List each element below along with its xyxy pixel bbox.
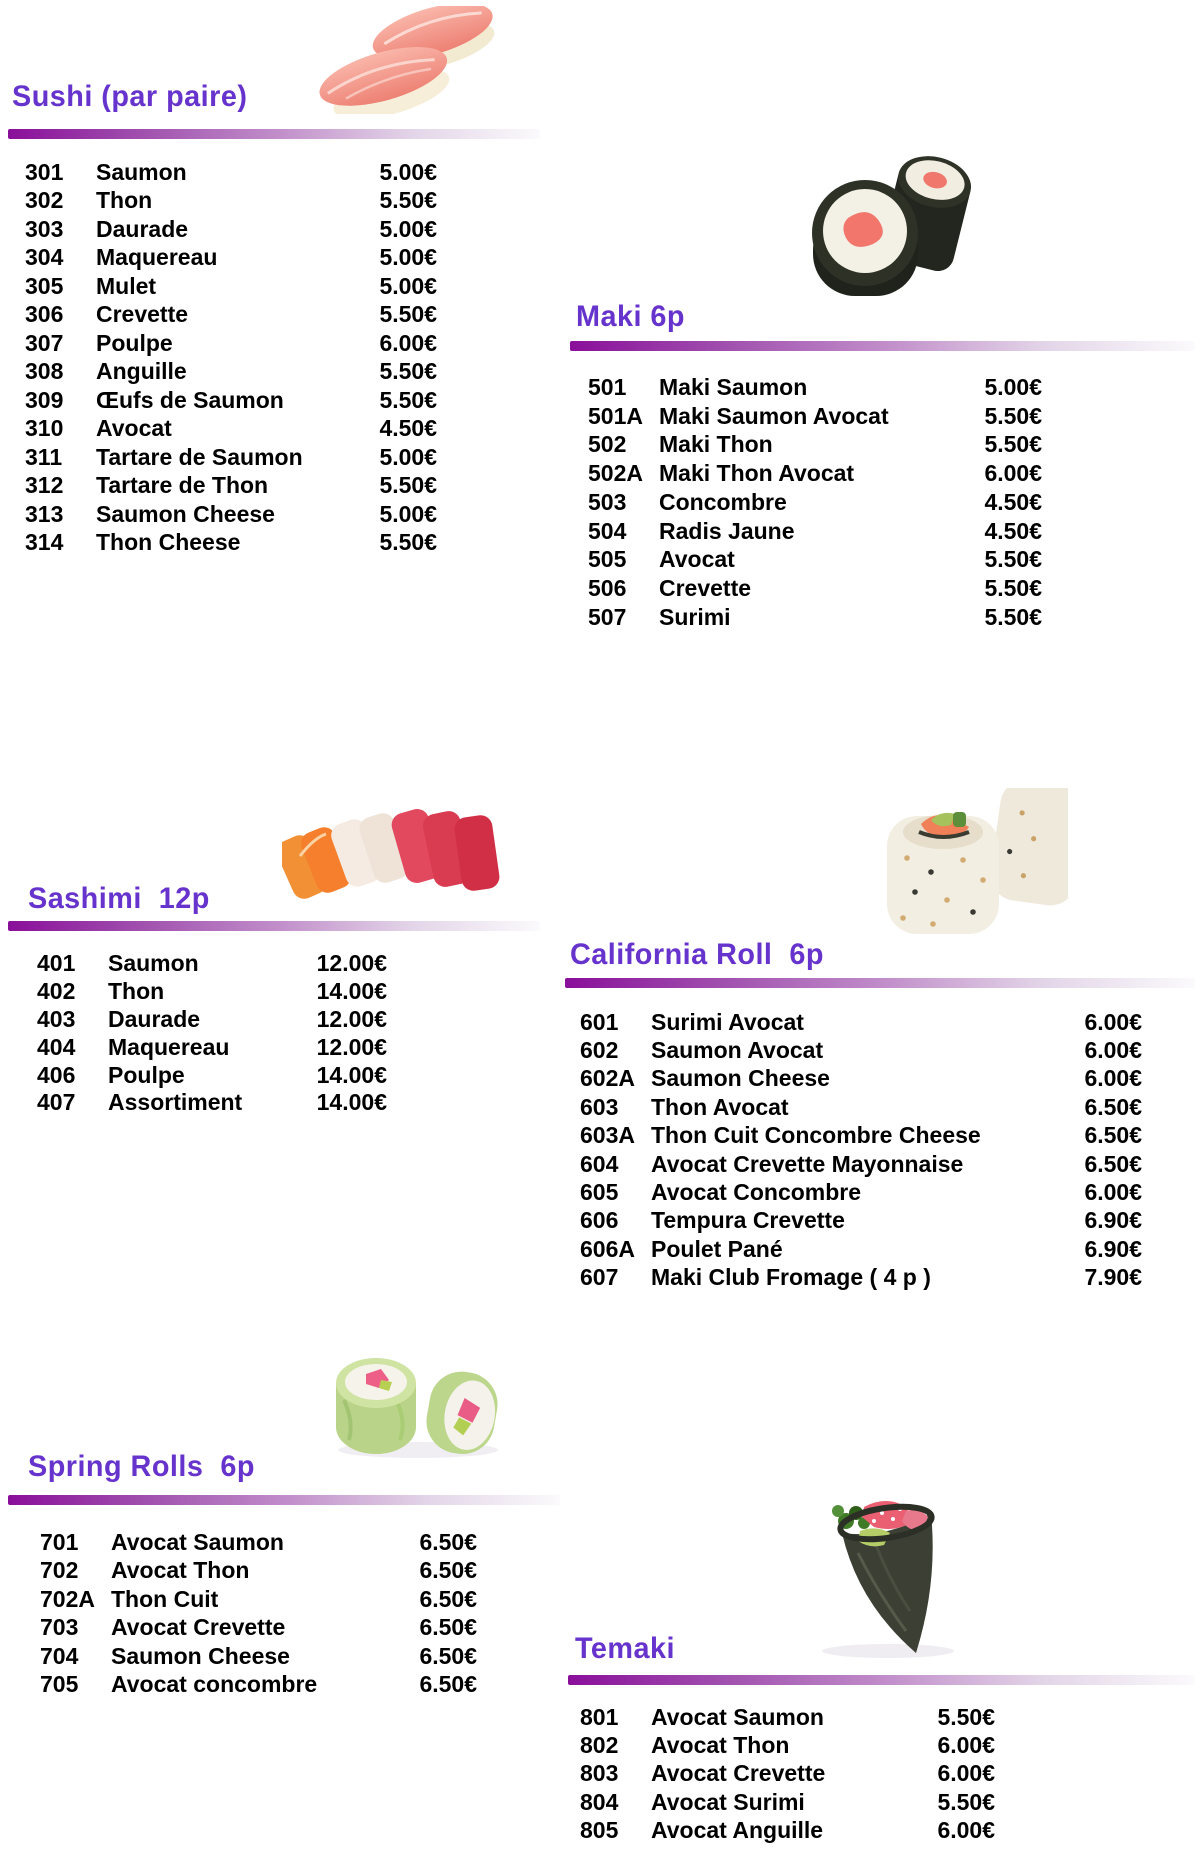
item-number: 602 — [580, 1037, 619, 1064]
item-price: 5.00€ — [379, 443, 437, 470]
item-name: Thon Cuit — [111, 1585, 219, 1612]
item-price: 12.00€ — [316, 1033, 387, 1060]
item-number: 702 — [40, 1557, 79, 1584]
menu-item-row — [588, 517, 1042, 546]
item-number: 602A — [580, 1065, 635, 1092]
item-price: 5.00€ — [379, 500, 437, 527]
item-name: Saumon Cheese — [651, 1065, 830, 1092]
item-number: 705 — [40, 1671, 79, 1698]
item-number: 506 — [588, 575, 627, 602]
item-price: 5.00€ — [379, 215, 437, 242]
item-name: Avocat Concombre — [651, 1179, 862, 1206]
item-number: 404 — [37, 1033, 76, 1060]
item-number: 311 — [25, 443, 63, 470]
item-number: 501 — [588, 373, 627, 400]
item-price: 5.50€ — [379, 386, 437, 413]
section-title-california-roll: California Roll 6p — [570, 938, 824, 971]
menu-item-row — [588, 402, 1042, 431]
item-number: 606A — [580, 1235, 635, 1262]
item-name: Avocat Saumon — [651, 1703, 824, 1730]
item-name: Avocat Thon — [651, 1731, 790, 1758]
item-name: Mulet — [96, 272, 157, 299]
item-name: Saumon Cheese — [96, 500, 275, 527]
item-number: 504 — [588, 517, 627, 544]
item-name: Maki Saumon — [659, 373, 808, 400]
item-price: 6.90€ — [1084, 1235, 1142, 1262]
menu-item-row — [25, 500, 437, 529]
item-number: 507 — [588, 603, 627, 630]
item-name: Maki Saumon Avocat — [659, 402, 889, 429]
item-name: Avocat — [659, 546, 735, 573]
section-underline-sushi — [8, 129, 540, 139]
menu-item-row — [25, 443, 437, 472]
menu-item-row — [580, 1178, 1142, 1206]
menu-item-row — [25, 215, 437, 244]
item-number: 403 — [37, 1005, 76, 1032]
item-name: Maki Thon — [659, 431, 773, 458]
item-price: 5.50€ — [379, 187, 437, 214]
menu-list-sashimi — [37, 950, 387, 1117]
section-title-spring-rolls: Spring Rolls 6p — [28, 1450, 255, 1483]
item-price: 6.50€ — [419, 1528, 477, 1555]
menu-item-row — [25, 158, 437, 187]
item-price: 5.50€ — [379, 529, 437, 556]
item-name: Surimi Avocat — [651, 1008, 804, 1035]
menu-item-row — [580, 1264, 1142, 1292]
menu-item-row — [588, 431, 1042, 460]
item-number: 803 — [580, 1760, 619, 1787]
menu-item-row — [25, 272, 437, 301]
item-name: Poulet Pané — [651, 1235, 783, 1262]
item-number: 802 — [580, 1731, 619, 1758]
menu-item-row — [40, 1671, 477, 1700]
menu-item-row — [37, 1033, 387, 1061]
item-number: 301 — [25, 158, 64, 185]
menu-item-row — [25, 386, 437, 415]
item-price: 6.00€ — [1084, 1008, 1142, 1035]
item-price: 6.00€ — [937, 1731, 995, 1758]
menu-item-row — [588, 459, 1042, 488]
section-title-sashimi: Sashimi 12p — [28, 882, 210, 915]
item-number: 305 — [25, 272, 64, 299]
item-number: 306 — [25, 301, 64, 328]
item-number: 701 — [40, 1528, 79, 1555]
item-price: 5.50€ — [379, 358, 437, 385]
section-title-sushi: Sushi (par paire) — [12, 80, 248, 113]
menu-list-spring-rolls — [40, 1528, 477, 1699]
item-name: Œufs de Saumon — [96, 386, 284, 413]
item-price: 5.00€ — [379, 272, 437, 299]
item-name: Daurade — [96, 215, 189, 242]
item-number: 607 — [580, 1264, 619, 1291]
item-price: 7.90€ — [1084, 1264, 1142, 1291]
item-number: 505 — [588, 546, 627, 573]
menu-item-row — [37, 1061, 387, 1089]
item-number: 606 — [580, 1207, 619, 1234]
item-price: 4.50€ — [379, 415, 437, 442]
item-name: Avocat concombre — [111, 1671, 318, 1698]
item-name: Poulpe — [108, 1061, 185, 1088]
menu-item-row — [25, 529, 437, 558]
item-name: Thon Cuit Concombre Cheese — [651, 1122, 981, 1149]
item-price: 5.50€ — [984, 546, 1042, 573]
item-price: 6.00€ — [1084, 1065, 1142, 1092]
item-price: 6.50€ — [1084, 1122, 1142, 1149]
menu-item-row — [588, 488, 1042, 517]
item-price: 5.00€ — [379, 244, 437, 271]
item-name: Maki Thon Avocat — [659, 460, 855, 487]
item-price: 6.00€ — [1084, 1037, 1142, 1064]
menu-list-maki — [588, 373, 1042, 632]
menu-item-row — [588, 373, 1042, 402]
item-name: Thon — [108, 978, 165, 1005]
item-price: 14.00€ — [316, 1061, 387, 1088]
item-number: 407 — [37, 1089, 76, 1116]
menu-list-temaki — [580, 1703, 995, 1844]
item-name: Saumon — [96, 158, 187, 185]
item-price: 12.00€ — [316, 1005, 387, 1032]
menu-item-row — [580, 1703, 995, 1731]
item-price: 6.50€ — [419, 1642, 477, 1669]
item-number: 406 — [37, 1061, 76, 1088]
item-name: Poulpe — [96, 329, 173, 356]
item-name: Tempura Crevette — [651, 1207, 845, 1234]
item-number: 502 — [588, 431, 627, 458]
menu-item-row — [580, 1760, 995, 1788]
menu-item-row — [40, 1585, 477, 1614]
menu-item-row — [40, 1614, 477, 1643]
item-number: 601 — [580, 1008, 619, 1035]
item-number: 801 — [580, 1703, 619, 1730]
item-number: 303 — [25, 215, 64, 242]
item-name: Daurade — [108, 1005, 201, 1032]
item-price: 14.00€ — [316, 1089, 387, 1116]
item-number: 501A — [588, 402, 643, 429]
item-name: Maquereau — [96, 244, 218, 271]
menu-item-row — [580, 1235, 1142, 1263]
item-name: Concombre — [659, 488, 787, 515]
item-name: Thon Cheese — [96, 529, 241, 556]
item-name: Thon — [96, 187, 153, 214]
item-price: 5.50€ — [937, 1788, 995, 1815]
spring-roll-photo — [328, 1338, 506, 1460]
item-price: 6.00€ — [379, 329, 437, 356]
item-name: Surimi — [659, 603, 731, 630]
menu-item-row — [588, 546, 1042, 575]
menu-item-row — [40, 1642, 477, 1671]
menu-item-row — [588, 574, 1042, 603]
item-number: 312 — [25, 472, 64, 499]
item-number: 308 — [25, 358, 64, 385]
item-number: 401 — [37, 950, 76, 977]
menu-item-row — [25, 187, 437, 216]
menu-item-row — [580, 1122, 1142, 1150]
menu-item-row — [37, 1006, 387, 1034]
item-number: 502A — [588, 460, 643, 487]
item-price: 6.50€ — [419, 1557, 477, 1584]
item-number: 603 — [580, 1093, 619, 1120]
item-name: Maquereau — [108, 1033, 230, 1060]
item-name: Saumon — [108, 950, 199, 977]
item-number: 307 — [25, 329, 64, 356]
item-price: 4.50€ — [984, 517, 1042, 544]
item-name: Avocat — [96, 415, 172, 442]
item-number: 503 — [588, 488, 627, 515]
item-price: 5.50€ — [984, 575, 1042, 602]
item-number: 310 — [25, 415, 64, 442]
menu-item-row — [25, 472, 437, 501]
item-name: Avocat Saumon — [111, 1528, 284, 1555]
section-underline-maki — [570, 341, 1195, 351]
menu-item-row — [580, 1036, 1142, 1064]
item-name: Radis Jaune — [659, 517, 795, 544]
item-price: 6.00€ — [937, 1760, 995, 1787]
item-name: Saumon Cheese — [111, 1642, 290, 1669]
item-number: 402 — [37, 978, 76, 1005]
section-underline-spring-rolls — [8, 1495, 560, 1505]
menu-item-row — [580, 1207, 1142, 1235]
item-price: 5.50€ — [937, 1703, 995, 1730]
section-underline-sashimi — [8, 921, 540, 931]
section-underline-temaki — [568, 1675, 1195, 1685]
menu-item-row — [40, 1557, 477, 1586]
section-title-temaki: Temaki — [575, 1632, 676, 1665]
item-price: 6.00€ — [937, 1816, 995, 1843]
item-price: 5.50€ — [984, 603, 1042, 630]
menu-item-row — [37, 978, 387, 1006]
item-name: Tartare de Saumon — [96, 443, 303, 470]
section-title-maki: Maki 6p — [576, 300, 686, 333]
menu-item-row — [25, 301, 437, 330]
item-price: 5.50€ — [984, 431, 1042, 458]
item-number: 703 — [40, 1614, 79, 1641]
menu-item-row — [25, 415, 437, 444]
item-number: 704 — [40, 1642, 79, 1669]
item-price: 6.50€ — [419, 1614, 477, 1641]
menu-list-california-roll — [580, 1008, 1142, 1292]
item-number: 805 — [580, 1816, 619, 1843]
item-name: Avocat Crevette — [111, 1614, 286, 1641]
item-price: 6.50€ — [1084, 1150, 1142, 1177]
maki-photo — [803, 138, 975, 306]
item-number: 605 — [580, 1179, 619, 1206]
item-number: 314 — [25, 529, 64, 556]
item-number: 313 — [25, 500, 64, 527]
item-price: 14.00€ — [316, 978, 387, 1005]
item-name: Thon Avocat — [651, 1093, 789, 1120]
menu-item-row — [580, 1788, 995, 1816]
item-number: 804 — [580, 1788, 619, 1815]
item-price: 6.50€ — [419, 1671, 477, 1698]
item-name: Crevette — [96, 301, 189, 328]
item-price: 6.00€ — [1084, 1179, 1142, 1206]
item-number: 702A — [40, 1585, 95, 1612]
nigiri-photo — [318, 6, 513, 114]
item-number: 309 — [25, 386, 64, 413]
menu-item-row — [580, 1150, 1142, 1178]
menu-item-row — [580, 1008, 1142, 1036]
item-number: 604 — [580, 1150, 619, 1177]
item-number: 304 — [25, 244, 64, 271]
item-name: Saumon Avocat — [651, 1037, 824, 1064]
item-price: 12.00€ — [316, 950, 387, 977]
item-price: 5.50€ — [379, 301, 437, 328]
menu-item-row — [25, 358, 437, 387]
item-name: Avocat Surimi — [651, 1788, 805, 1815]
menu-item-row — [25, 329, 437, 358]
item-name: Avocat Crevette Mayonnaise — [651, 1150, 964, 1177]
sashimi-photo — [282, 796, 520, 904]
item-price: 6.00€ — [984, 460, 1042, 487]
item-price: 4.50€ — [984, 488, 1042, 515]
menu-item-row — [588, 603, 1042, 632]
menu-item-row — [40, 1528, 477, 1557]
temaki-photo — [798, 1483, 966, 1661]
item-name: Maki Club Fromage ( 4 p ) — [651, 1264, 931, 1291]
item-number: 302 — [25, 187, 64, 214]
california-roll-photo — [873, 788, 1068, 946]
menu-item-row — [580, 1731, 995, 1759]
section-underline-california-roll — [565, 978, 1195, 988]
item-number: 603A — [580, 1122, 635, 1149]
item-price: 5.00€ — [379, 158, 437, 185]
menu-item-row — [37, 950, 387, 978]
menu-item-row — [580, 1816, 995, 1844]
item-price: 5.50€ — [984, 402, 1042, 429]
menu-item-row — [37, 1089, 387, 1117]
item-price: 5.00€ — [984, 373, 1042, 400]
item-price: 6.50€ — [419, 1585, 477, 1612]
item-name: Tartare de Thon — [96, 472, 269, 499]
item-price: 5.50€ — [379, 472, 437, 499]
item-name: Avocat Crevette — [651, 1760, 826, 1787]
item-name: Avocat Anguille — [651, 1816, 824, 1843]
menu-item-row — [25, 244, 437, 273]
item-price: 6.50€ — [1084, 1093, 1142, 1120]
item-price: 6.90€ — [1084, 1207, 1142, 1234]
item-name: Anguille — [96, 358, 187, 385]
item-name: Crevette — [659, 575, 752, 602]
menu-list-sushi — [25, 158, 437, 557]
menu-item-row — [580, 1065, 1142, 1093]
item-name: Avocat Thon — [111, 1557, 250, 1584]
item-name: Assortiment — [108, 1089, 243, 1116]
menu-item-row — [580, 1093, 1142, 1121]
